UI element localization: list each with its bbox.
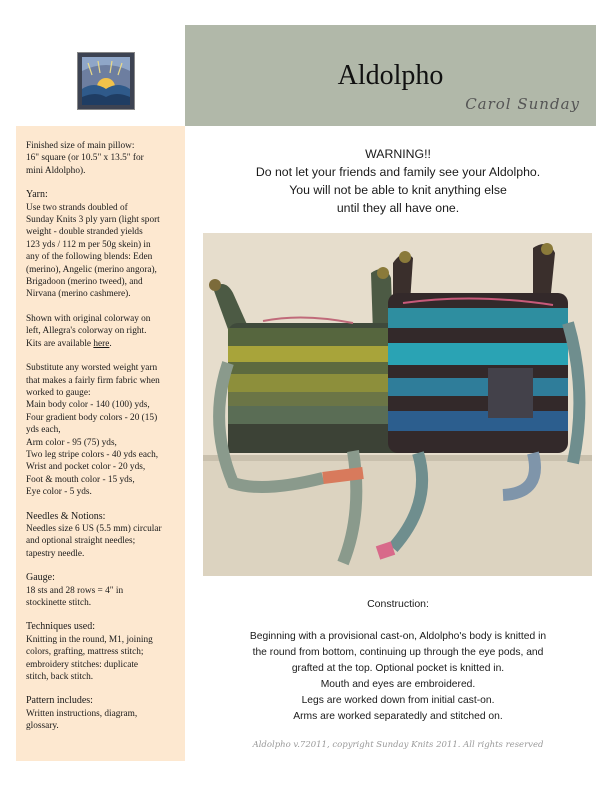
sidebar-line: worked to gauge: xyxy=(26,387,91,398)
pattern-includes-heading: Pattern includes: xyxy=(26,695,93,707)
sidebar-line: tapestry needle. xyxy=(26,548,85,559)
techniques-section xyxy=(26,621,179,683)
kits-prefix: Kits are available xyxy=(26,338,94,349)
author-signature: Carol Sunday xyxy=(465,95,580,113)
sidebar-line: Use two strands doubled of xyxy=(26,202,128,213)
sidebar-line: glossary. xyxy=(26,721,59,732)
product-photo xyxy=(203,233,592,576)
construction-line: grafted at the top. Optional pocket is knitted in. xyxy=(291,663,505,674)
sidebar-line: (merino), Angelic (merino angora), xyxy=(26,264,157,275)
sidebar-line: any of the following blends: Eden xyxy=(26,252,153,263)
sidebar-line: stitch, back stitch. xyxy=(26,672,94,683)
construction-text xyxy=(215,629,581,725)
construction-heading: Construction: xyxy=(367,598,429,610)
sidebar-line: Brigadoon (merino tweed), and xyxy=(26,277,143,288)
sidebar-line: Arm color - 95 (75) yds, xyxy=(26,437,117,448)
sidebar-line: Eye color - 5 yds. xyxy=(26,487,92,498)
yarn-heading: Yarn: xyxy=(26,189,48,201)
sidebar-line: Written instructions, diagram, xyxy=(26,708,138,719)
construction-line: Legs are worked down from initial cast-on. xyxy=(301,695,495,706)
sidebar-line: colors, grafting, mattress stitch; xyxy=(26,647,144,658)
sidebar-line: left, Allegra's colorway on right. xyxy=(26,326,147,337)
yarn-section xyxy=(26,189,179,301)
warning-line: WARNING!! xyxy=(365,147,431,161)
finished-size-section xyxy=(26,140,179,177)
page-title: Aldolpho xyxy=(337,60,444,91)
construction-line: Mouth and eyes are embroidered. xyxy=(320,679,476,690)
techniques-heading: Techniques used: xyxy=(26,621,96,633)
sidebar-line: Needles size 6 US (5.5 mm) circular xyxy=(26,523,162,534)
pattern-includes-section xyxy=(26,695,179,732)
sidebar-line: 18 sts and 28 rows = 4" in xyxy=(26,585,124,596)
substitute-section xyxy=(26,362,179,498)
sidebar-line: Substitute any worsted weight yarn xyxy=(26,363,158,374)
warning-text xyxy=(215,145,581,217)
copyright-footer: Aldolpho v.72011, copyright Sunday Knits 2011. All rights reserved xyxy=(252,740,544,750)
sidebar xyxy=(16,126,185,761)
kits-suffix: . xyxy=(109,338,112,349)
warning-line: You will not be able to knit anything else xyxy=(289,183,507,197)
kits-line xyxy=(26,338,179,350)
needles-section xyxy=(26,511,179,561)
sidebar-line: Four gradient body colors - 20 (15) xyxy=(26,412,158,423)
sidebar-line: and optional straight needles; xyxy=(26,536,136,547)
construction-line: Beginning with a provisional cast-on, Aldolpho's body is knitted in xyxy=(249,631,547,642)
sidebar-line: Two leg stripe colors - 40 yds each, xyxy=(26,449,159,460)
sidebar-line: 16" square (or 10.5" x 13.5" for xyxy=(26,153,144,164)
sidebar-line: Wrist and pocket color - 20 yds, xyxy=(26,462,146,473)
gauge-heading: Gauge: xyxy=(26,572,55,584)
warning-line: until they all have one. xyxy=(336,201,460,215)
sidebar-line: Main body color - 140 (100) yds, xyxy=(26,400,150,411)
header-band xyxy=(185,25,596,126)
knitted-monsters-photo xyxy=(203,233,592,576)
sidebar-line: 123 yds / 112 m per 50g skein) in xyxy=(26,239,151,250)
sidebar-line: Finished size of main pillow: xyxy=(26,141,135,151)
sidebar-line: yds each, xyxy=(26,425,61,436)
sidebar-line: that makes a fairly firm fabric when xyxy=(26,375,160,386)
sidebar-line: Knitting in the round, M1, joining xyxy=(26,634,153,645)
kits-link[interactable]: here xyxy=(93,338,110,349)
sidebar-line: Foot & mouth color - 15 yds, xyxy=(26,474,135,485)
sidebar-line: Shown with original colorway on xyxy=(26,313,151,324)
construction-line: Arms are worked separatedly and stitched on. xyxy=(293,711,503,722)
shown-with-section xyxy=(26,313,179,350)
sidebar-line: embroidery stitches: duplicate xyxy=(26,659,139,670)
construction-line: the round from bottom, continuing up through the eye pods, and xyxy=(252,647,544,658)
logo-sun-landscape-icon xyxy=(78,53,134,109)
sidebar-line: mini Aldolpho). xyxy=(26,165,86,176)
gauge-section xyxy=(26,572,179,609)
sidebar-line: stockinette stitch. xyxy=(26,598,92,608)
logo xyxy=(77,52,135,110)
sidebar-line: Sunday Knits 3 ply yarn (light sport xyxy=(26,215,160,226)
sidebar-line: Nirvana (merino cashmere). xyxy=(26,289,131,300)
sidebar-line: weight - double stranded yields xyxy=(26,227,143,238)
warning-line: Do not let your friends and family see your Aldolpho. xyxy=(255,165,541,179)
needles-heading: Needles & Notions: xyxy=(26,510,106,522)
